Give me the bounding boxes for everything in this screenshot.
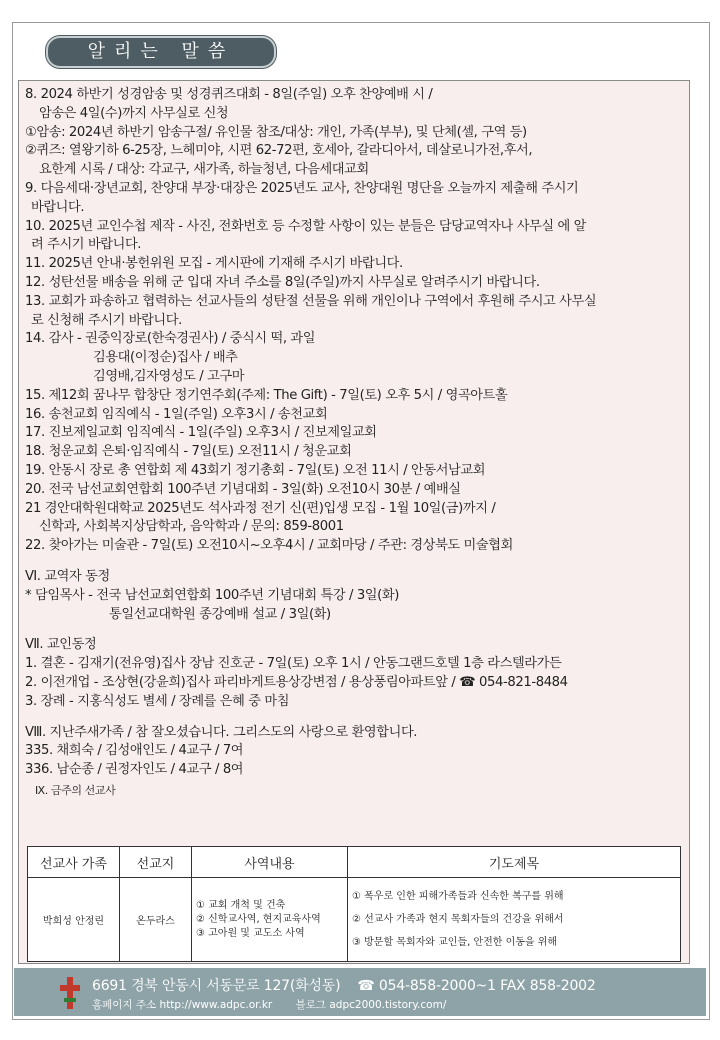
prayer-list [348,878,681,962]
section-7-wedding: 1. 결혼 - 김재기(전유영)집사 장남 진호군 - 7일(토) 오후 1시 / 안동그랜드호텔 1층 라스텔라가든 [25,656,562,672]
missionary-region: 온두라스 [120,878,192,962]
prayer-item: ③ 방문할 목회자와 교인들, 안전한 이동을 위해 [352,937,558,948]
notice-8: 8. 2024 하반기 성경암송 및 성경퀴즈대회 - 8일(주일) 오후 찬양예배 시 / [25,87,433,102]
missionary-family: 박희성 안정린 [28,878,120,962]
notice-9: 9. 다음세대·장년교회, 찬양대 부장·대장은 2025년도 교사, 찬양대원 명단을 오늘까지 제출해 주시기 [25,180,579,196]
notice-14-line3: 김영배,김자영성도 / 고구마 [93,368,245,384]
col-prayer: 기도제목 [348,847,681,878]
notice-22: 22. 찾아가는 미술관 - 7일(토) 오전10시~오후4시 / 교회마당 / 주관: 경상북도 미술협회 [25,538,513,554]
notice-8-sub: 암송은 4일(수)까지 사무실로 신청 [39,105,229,121]
notice-16: 16. 송천교회 임직예식 - 1일(주일) 오후3시 / 송천교회 [25,406,328,422]
notice-8-quiz-cont: 요한계 시록 / 대상: 각교구, 새가족, 하늘청년, 다음세대교회 [39,162,369,178]
notice-11: 11. 2025년 안내·봉헌위원 모집 - 게시판에 기재해 주시기 바랍니다. [25,256,403,272]
ministry-list [192,878,348,962]
notice-13: 13. 교회가 파송하고 협력하는 선교사들의 성탄절 선물을 위해 개인이나 구역에서 후원해 주시고 사무실 [25,293,597,309]
notice-body [25,86,685,801]
notice-14: 14. 감사 - 권중익장로(한숙경권사) / 중식시 떡, 과일 [25,331,316,347]
notice-12: 12. 성탄선물 배송을 위해 군 입대 자녀 주소를 8일(주일)까지 사무실로 알려주시기 바랍니다. [25,274,540,290]
section-6-title: Ⅵ. 교역자 동정 [25,568,110,584]
notice-10-cont: 려 주시기 바랍니다. [31,237,142,253]
footer-homepage-link[interactable]: 홈페이지 주소 http://www.adpc.or.kr [92,999,273,1011]
new-family-335: 335. 채희숙 / 김성애인도 / 4교구 / 7여 [25,743,244,759]
prayer-item: ② 선교사 가족과 현지 목회자들의 건강을 위해서 [352,914,564,925]
ministry-item: ② 신학교사역, 현지교육사역 [196,913,321,925]
footer [14,968,706,1016]
notice-13-cont: 로 신청해 주시기 바랍니다. [31,312,182,328]
section-7-title: Ⅶ. 교인동정 [25,637,97,653]
footer-web-line [92,997,446,1012]
notice-panel [18,80,690,964]
section-6-line1: * 담임목사 - 전국 남선교회연합회 100주년 기념대회 특강 / 3일(화) [25,587,399,603]
table-row [28,878,681,962]
footer-fax: FAX 858-2002 [500,978,596,994]
section-9-title: Ⅸ. 금주의 선교사 [35,783,116,797]
col-region: 선교지 [120,847,192,878]
notice-10: 10. 2025년 교인수첩 제작 - 사진, 전화번호 등 수정할 사항이 있는 분들은 담당교역자나 사무실 에 알 [25,218,586,234]
notice-8-recitation: ①암송: 2024년 하반기 암송구절/ 유인물 참조/대상: 개인, 가족(부부), 및 단체(셀, 구역 등) [25,124,527,140]
notice-8-quiz: ②퀴즈: 열왕기하 6-25장, 느헤미야, 시편 62-72편, 호세아, 갈라디아서, 데살로니가전,후서, [25,143,533,159]
section-8-title: Ⅷ. 지난주새가족 / 참 잘오셨습니다. 그리스도의 사랑으로 환영합니다. [25,724,418,740]
notice-15: 15. 제12회 꿈나무 합창단 정기연주회(주제: The Gift) - 7일(토) 오후 5시 / 영곡아트홀 [25,387,508,403]
col-ministry: 사역내용 [192,847,348,878]
section-title: 알리는 말씀 [46,36,276,68]
table-header-row [28,847,681,878]
prayer-item: ① 폭우로 인한 피해가족들과 신속한 복구를 위해 [352,891,564,902]
notice-17: 17. 진보제일교회 임직예식 - 1일(주일) 오후3시 / 진보제일교회 [25,425,377,441]
new-family-336: 336. 남순종 / 권정자인도 / 4교구 / 8여 [25,762,244,778]
notice-14-line2: 김용대(이정순)집사 / 배추 [93,350,238,366]
section-6-line2: 통일선교대학원 종강예배 설교 / 3일(화) [109,606,331,622]
section-7-opening: 2. 이전개업 - 조상현(강윤희)집사 파리바게트용상강변점 / 용상풍림아파트앞 / ☎ 054-821-8484 [25,674,568,690]
ministry-item: ① 교회 개척 및 건축 [196,899,286,911]
col-family: 선교사 가족 [28,847,120,878]
notice-20: 20. 전국 남선교회연합회 100주년 기념대회 - 3일(화) 오전10시 30분 / 예배실 [25,481,461,497]
missionary-table [27,846,681,962]
notice-21-cont: 신학과, 사회복지상담학과, 음악학과 / 문의: 859-8001 [39,519,344,535]
footer-contact-line [92,975,596,995]
church-cross-icon [58,976,82,1010]
notice-19: 19. 안동시 장로 총 연합회 제 43회기 정기총회 - 7일(토) 오전 11시 / 안동서남교회 [25,462,486,478]
ministry-item: ③ 고아원 및 교도소 사역 [196,927,305,939]
footer-blog-link[interactable]: 블로그 adpc2000.tistory.com/ [295,999,447,1011]
notice-18: 18. 청운교회 은퇴·임직예식 - 7일(토) 오전11시 / 청운교회 [25,444,352,460]
notice-9-cont: 바랍니다. [31,199,85,215]
footer-phone: ☎ 054-858-2000~1 [357,978,496,994]
notice-21: 21 경안대학원대학교 2025년도 석사과정 전기 신(편)입생 모집 - 1월 10일(금)까지 / [25,500,496,516]
section-7-funeral: 3. 장례 - 지홍식성도 별세 / 장례를 은혜 중 마침 [25,693,290,709]
footer-address: 6691 경북 안동시 서동문로 127(화성동) [92,978,341,994]
